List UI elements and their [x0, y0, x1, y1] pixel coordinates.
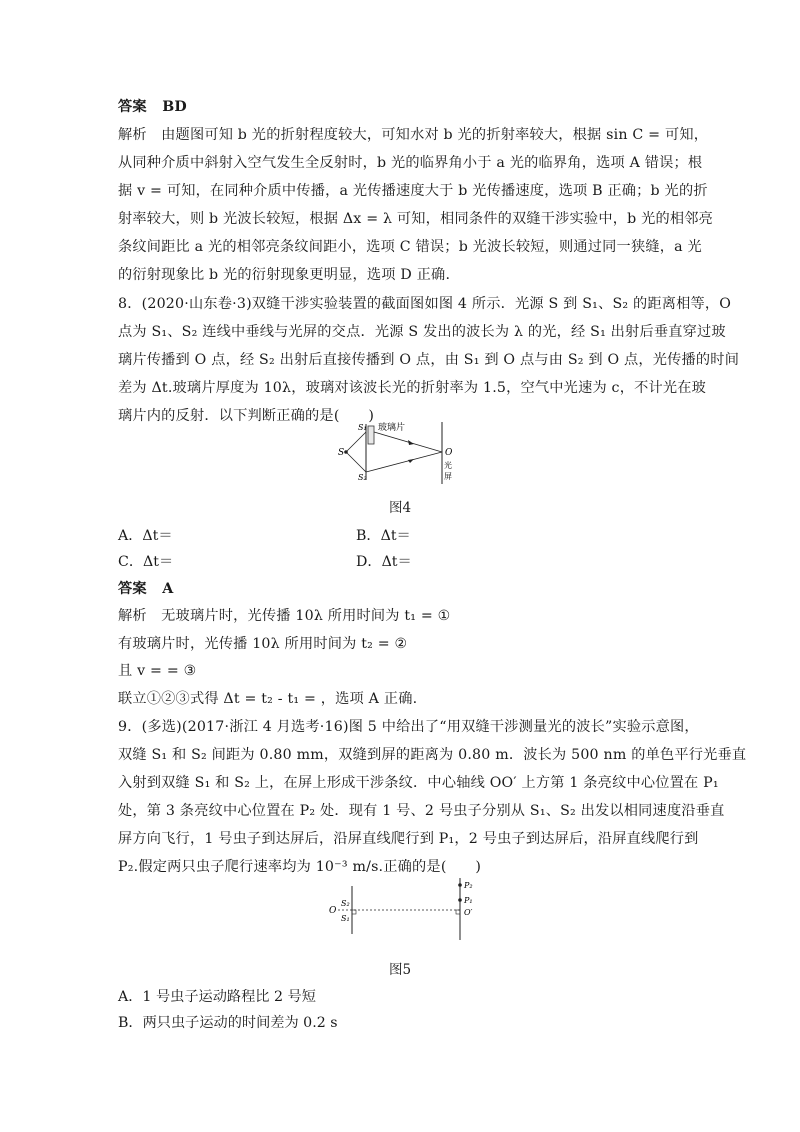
source-point — [344, 450, 348, 454]
question-line: 8．(2020·山东卷·3)双缝干涉实验装置的截面图如图 4 所示．光源 S 到 S₁、S₂ 的距离相等，O — [118, 296, 732, 312]
answer-value: A — [162, 581, 174, 597]
ray-s-s1 — [346, 432, 366, 452]
label-s2: S₂ — [358, 473, 367, 482]
label-oprime: O′ — [464, 908, 473, 917]
question-line: 点为 S₁、S₂ 连线中垂线与光屏的交点．光源 S 发出的波长为 λ 的光，经 S₁ 出射后垂直穿过玻 — [118, 324, 726, 340]
arrow-head — [408, 459, 414, 463]
analysis-line: 且 v = = ③ — [118, 663, 197, 679]
analysis-line: 据 v = 可知，在同种介质中传播，a 光传播速度大于 b 光传播速度，选项 B 正确；b 光的折 — [118, 183, 708, 199]
question-line: 差为 Δt.玻璃片厚度为 10λ，玻璃对该波长光的折射率为 1.5，空气中光速为 c，不计光在玻 — [118, 380, 707, 396]
glass-plate — [368, 426, 374, 444]
ray-s-s2 — [346, 452, 366, 472]
answer-line-2 — [118, 578, 173, 598]
label-o: O — [329, 906, 337, 916]
ray-s1-o — [374, 432, 442, 452]
option-c: C．Δt＝ — [118, 554, 174, 570]
right-angle-marker — [352, 910, 356, 914]
label-p1: P₁ — [464, 896, 473, 905]
option-a: A．Δt＝ — [118, 528, 173, 544]
question-line: 屏方向飞行，1 号虫子到达屏后，沿屏直线爬行到 P₁，2 号虫子到达屏后，沿屏直线爬行到 — [118, 831, 699, 847]
question-line: 处，第 3 条亮纹中心位置在 P₂ 处．现有 1 号、2 号虫子分别从 S₁、S₂ 出发以相同速度沿垂直 — [118, 803, 725, 819]
label-o: O — [445, 448, 453, 458]
p1-point — [458, 898, 462, 902]
figure-4-caption: 图4 — [388, 500, 412, 516]
label-s1: S₁ — [358, 423, 367, 432]
label-screen-1: 光 — [444, 461, 452, 470]
label-s: S — [338, 448, 345, 458]
analysis-line: 射率较大，则 b 光波长较短，根据 Δx = λ 可知，相同条件的双缝干涉实验中，b 光的相邻亮 — [118, 211, 714, 227]
label-glass: 玻璃片 — [378, 423, 406, 433]
right-angle-marker — [456, 910, 460, 914]
question-line: P₂.假定两只虫子爬行速率均为 10⁻³ m/s.正确的是( ) — [118, 859, 482, 875]
analysis-line: 的衍射现象比 b 光的衍射现象更明显，选项 D 正确. — [118, 267, 451, 283]
analysis-line: 条纹间距比 a 光的相邻亮条纹间距小，选项 C 错误；b 光波长较短，则通过同一狭缝，a 光 — [118, 239, 702, 255]
question-line: 双缝 S₁ 和 S₂ 间距为 0.80 mm，双缝到屏的距离为 0.80 m．波长为 500 nm 的单色平行光垂直 — [118, 747, 747, 763]
analysis-line: 解析 由题图可知 b 光的折射程度较大，可知水对 b 光的折射率较大，根据 sin C = 可知， — [118, 127, 709, 143]
analysis-line: 解析 无玻璃片时，光传播 10λ 所用时间为 t₁ = ① — [118, 608, 451, 624]
option-b: B．两只虫子运动的时间差为 0.2 s — [118, 1015, 338, 1031]
arrow-head — [408, 440, 414, 445]
figure-5-diagram — [308, 872, 488, 944]
answer-line-1 — [118, 96, 187, 116]
option-a: A．1 号虫子运动路程比 2 号短 — [118, 989, 316, 1005]
figure-5-caption: 图5 — [388, 962, 412, 978]
answer-label: 答案 — [118, 581, 147, 597]
ray-s2-o — [366, 452, 442, 472]
analysis-line: 有玻璃片时，光传播 10λ 所用时间为 t₂ = ② — [118, 636, 408, 652]
analysis-line: 联立①②③式得 Δt = t₂ - t₁ = ，选项 A 正确. — [118, 691, 418, 707]
label-p2: P₂ — [464, 881, 473, 890]
figure-4-diagram — [330, 418, 470, 486]
answer-label: 答案 — [118, 99, 147, 115]
label-screen-2: 屏 — [444, 472, 452, 481]
question-line: 璃片内的反射．以下判断正确的是( ) — [118, 408, 375, 424]
p2-point — [458, 883, 462, 887]
analysis-line: 从同种介质中斜射入空气发生全反射时，b 光的临界角小于 a 光的临界角，选项 A 错误；根 — [118, 155, 703, 171]
label-s2: S₂ — [341, 899, 350, 908]
question-line: 9．(多选)(2017·浙江 4 月选考·16)图 5 中给出了“用双缝干涉测量光的波长”实验示意图， — [118, 719, 699, 735]
question-line: 璃片传播到 O 点，经 S₂ 出射后直接传播到 O 点，由 S₁ 到 O 点与由 S₂ 到 O 点，光传播的时间 — [118, 352, 740, 368]
label-s1: S₁ — [341, 914, 350, 923]
option-b: B．Δt＝ — [356, 528, 411, 544]
answer-value: BD — [162, 99, 187, 115]
question-line: 入射到双缝 S₁ 和 S₂ 上，在屏上形成干涉条纹．中心轴线 OO′ 上方第 1 条亮纹中心位置在 P₁ — [118, 775, 719, 791]
option-d: D．Δt＝ — [356, 554, 412, 570]
